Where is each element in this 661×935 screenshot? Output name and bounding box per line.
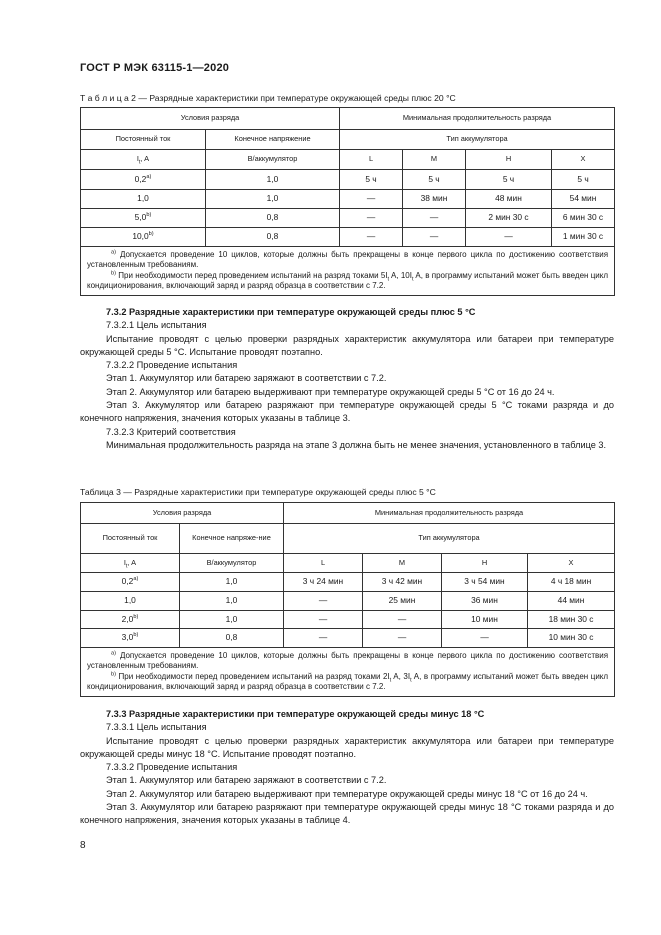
t2-r4-m: — [403,228,466,247]
section-7-3-3-1: 7.3.3.1 Цель испытания [106,722,207,733]
t3-type-h: H [442,554,528,573]
table-row [81,573,615,592]
t3-h-voltage-unit: В/аккумулятор [180,554,284,573]
section-7-3-3-p4: Этап 1. Аккумулятор или батарею заряжают в соответствии с 7.2. [106,775,387,786]
t3-r3-current-value: 2,0 [121,613,134,624]
t2-r3-l: — [340,209,403,228]
t2-r4-h: — [466,228,552,247]
t3-r2-voltage: 1,0 [180,592,284,611]
t3-r1-current-value: 0,2 [121,576,134,587]
t2-r1-footnote-mark: a) [146,173,152,180]
t2-r1-l: 5 ч [340,170,403,190]
t2-h-const-current: Постоянный ток [81,130,206,150]
t3-type-l: L [284,554,363,573]
section-7-3-2-title: 7.3.2 Разрядные характеристики при температуре окружающей среды плюс 5 °С [106,307,476,317]
t2-r3-current-value: 5,0 [134,212,147,223]
document-code: ГОСТ Р МЭК 63115-1—2020 [80,62,230,74]
t2-note-b-text: При необходимости перед проведением испытаний на разряд токами $5I_t$ A, $10I_t$ A, в программу испытаний может быть введен цикл кондиционирования, включающий заряд и разряд образца в соответствии с 7.2. [87,270,609,291]
table-row [81,611,615,629]
t2-note-a-text: Допускается проведение 10 циклов, которые должны быть прекращены в конце первого цикла по достижению соответствия установленным требованиям. [87,250,609,270]
section-7-3-2-1: 7.3.2.1 Цель испытания [106,320,207,331]
t3-note-b-mark: b) [111,671,116,678]
t2-r4-voltage: 0,8 [206,228,340,247]
t2-h-current-unit [81,150,206,170]
section-7-3-2-p5: Этап 2. Аккумулятор или батарею выдерживают при температуре окружающей среды 5 °С от 16 до 24 ч. [106,386,555,397]
t3-h-min-duration: Минимальная продолжительность разряда [284,503,615,524]
t3-r1-m: 3 ч 42 мин [363,573,442,592]
t2-r4-current [81,228,206,247]
t3-h-conditions: Условия разряда [81,503,284,524]
t3-r3-m: — [363,611,442,629]
table-row [81,592,615,611]
t3-r2-l: — [284,592,363,611]
table-row [81,170,615,190]
t2-r2-current [81,190,206,209]
t2-type-l: L [340,150,403,170]
section-7-3-2-2: 7.3.2.2 Проведение испытания [106,360,238,371]
t3-r4-l: — [284,629,363,648]
table-row [81,228,615,247]
t3-note-a-mark: a) [111,650,116,657]
t2-type-m: M [403,150,466,170]
t2-r2-m: 38 мин [403,190,466,209]
t2-r3-x: 6 мин 30 с [552,209,615,228]
table3-caption: Таблица 3 — Разрядные характеристики при температуре окружающей среды плюс 5 °С [80,487,436,497]
t2-r1-voltage: 1,0 [206,170,340,190]
t3-r4-footnote-mark: b) [133,632,139,639]
t3-r1-x: 4 ч 18 мин [528,573,615,592]
section-7-3-3-p2: Испытание проводят с целью проверки разрядных характеристик аккумулятора или батареи при температуре окружающей среды минус 18 °С. Испытание проводят поэтапно. [80,735,614,759]
t3-r1-l: 3 ч 24 мин [284,573,363,592]
t3-note-b-text: При необходимости перед проведением испытаний на разряд токами $2I_t$ A, $3I_t$ A, в программу испытаний может быть введен цикл кондиционирования, включающий заряд и разряд образца в соответствии с 7.2. [87,671,609,692]
t3-h-battery-type: Тип аккумулятора [284,524,615,554]
t2-r1-current [81,170,206,190]
t2-h-voltage-unit: В/аккумулятор [206,150,340,170]
section-7-3-3-2: 7.3.3.2 Проведение испытания [106,762,238,773]
t3-r4-current-value: 3,0 [121,632,134,643]
t3-r1-voltage: 1,0 [180,573,284,592]
t2-r4-l: — [340,228,403,247]
section-7-3-2-p8: Минимальная продолжительность разряда на этапе 3 должна быть не менее значения, установленного в таблице 3. [106,439,607,450]
t2-h-final-voltage: Конечное напряжение [206,130,340,150]
t3-r4-h: — [442,629,528,648]
t2-note-b [87,271,608,292]
t3-r2-h: 36 мин [442,592,528,611]
section-7-3-2-3: 7.3.2.3 Критерий соответствия [106,426,236,437]
t2-h-battery-type: Тип аккумулятора [340,130,615,150]
table-row [81,629,615,648]
t3-r2-x: 44 мин [528,592,615,611]
t2-r1-h: 5 ч [466,170,552,190]
t3-r1-footnote-mark: a) [133,576,139,583]
t3-h-current-unit [81,554,180,573]
t3-current-unit-tail: , A [127,557,137,567]
t2-r3-voltage: 0,8 [206,209,340,228]
t3-h-final-voltage: Конечное напряже-ние [180,524,284,554]
t2-r2-l: — [340,190,403,209]
t2-r2-voltage: 1,0 [206,190,340,209]
table3 [80,502,615,697]
t3-r4-current [81,629,180,648]
t2-type-x: X [552,150,615,170]
table-row [81,209,615,228]
t2-r4-x: 1 мин 30 с [552,228,615,247]
t2-note-b-mark: b) [111,270,116,277]
t3-r3-h: 10 мин [442,611,528,629]
t3-notes [81,648,615,697]
section-7-3-3 [80,708,614,828]
section-7-3-2-p4: Этап 1. Аккумулятор или батарею заряжают в соответствии с 7.2. [106,373,387,384]
t3-r4-m: — [363,629,442,648]
t3-r3-footnote-mark: b) [133,613,139,620]
t2-r2-current-value: 1,0 [137,193,149,204]
section-7-3-3-p5: Этап 2. Аккумулятор или батарею выдерживают при температуре окружающей среды минус 18 °С от 16 до 24 ч. [106,788,588,799]
section-7-3-3-p6: Этап 3. Аккумулятор или батарею разряжают при температуре окружающей среды минус 18 °С токами разряда и до конечного напряжения, значения которых указаны в таблице 4. [80,802,614,826]
t2-r1-x: 5 ч [552,170,615,190]
section-7-3-2-p6: Этап 3. Аккумулятор или батарею разряжают при температуре окружающей среды 5 °С токами разряда и до конечного напряжения, значения которых указаны в таблице 3. [80,400,614,424]
section-7-3-2 [80,306,614,452]
t3-current-symbol: I [123,557,126,567]
t3-r2-current-value: 1,0 [124,595,136,606]
t2-note-a-mark: a) [111,249,116,256]
page-number: 8 [80,840,86,851]
t2-r1-m: 5 ч [403,170,466,190]
t3-r4-x: 10 мин 30 с [528,629,615,648]
table2-caption: Т а б л и ц а 2 — Разрядные характеристики при температуре окружающей среды плюс 20 °С [80,93,456,103]
t3-r2-m: 25 мин [363,592,442,611]
t3-current-subscript: t [125,563,128,570]
t2-r3-footnote-mark: b) [146,212,152,219]
t2-h-min-duration: Минимальная продолжительность разряда [340,108,615,130]
t2-r1-current-value: 0,2 [134,173,147,184]
t3-r3-voltage: 1,0 [180,611,284,629]
t3-r3-l: — [284,611,363,629]
table-row [81,190,615,209]
section-7-3-3-title: 7.3.3 Разрядные характеристики при температуре окружающей среды минус 18 °С [106,709,485,719]
t3-type-x: X [528,554,615,573]
t3-r3-current [81,611,180,629]
t2-notes [81,247,615,296]
t3-type-m: M [363,554,442,573]
t2-current-subscript: t [138,159,141,166]
t2-current-unit-tail: , A [140,154,150,164]
t2-h-conditions: Условия разряда [81,108,340,130]
t2-r4-current-value: 10,0 [132,231,149,242]
t3-r4-voltage: 0,8 [180,629,284,648]
t2-r3-h: 2 мин 30 с [466,209,552,228]
t2-current-symbol: I [136,154,139,164]
section-7-3-2-p2: Испытание проводят с целью проверки разрядных характеристик аккумулятора или батареи при температуре окружающей среды 5 °С. Испытание проводят поэтапно. [80,333,614,357]
t2-r4-footnote-mark: b) [148,231,154,238]
t2-r3-current [81,209,206,228]
t2-r2-x: 54 мин [552,190,615,209]
t3-h-const-current: Постоянный ток [81,524,180,554]
t3-note-a [87,651,608,672]
t3-note-a-text: Допускается проведение 10 циклов, которые должны быть прекращены в конце первого цикла по достижению соответствия установленным требованиям. [87,651,609,671]
t3-r2-current [81,592,180,611]
table2 [80,107,615,296]
t3-note-b [87,672,608,693]
t2-r3-m: — [403,209,466,228]
t3-r3-x: 18 мин 30 с [528,611,615,629]
t3-r1-h: 3 ч 54 мин [442,573,528,592]
t2-r2-h: 48 мин [466,190,552,209]
t2-type-h: H [466,150,552,170]
t2-note-a [87,250,608,271]
t3-r1-current [81,573,180,592]
